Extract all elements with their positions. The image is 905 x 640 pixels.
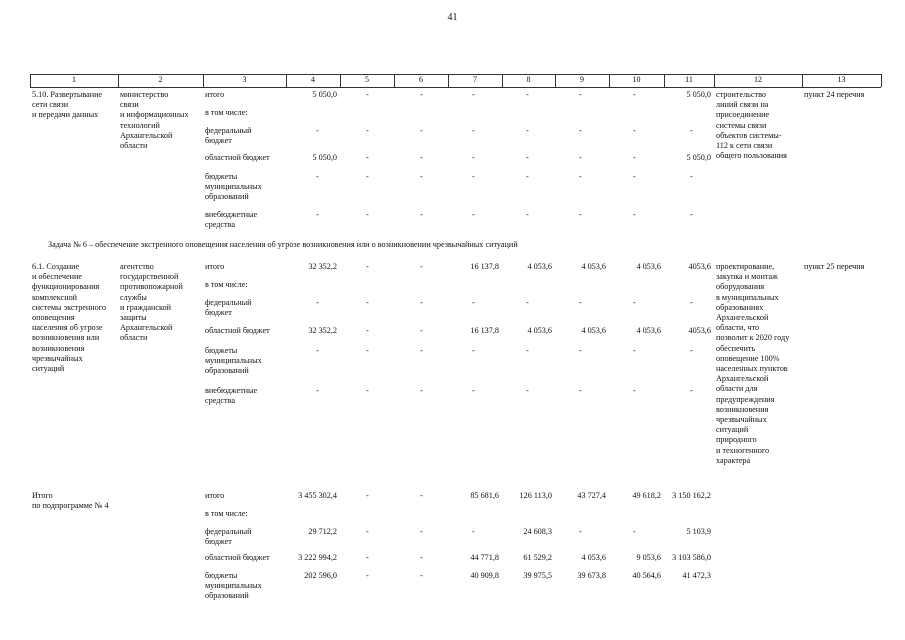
- value-cell: 39 673,8: [577, 571, 606, 580]
- value-cell: -: [472, 90, 475, 99]
- value-cell: -: [633, 210, 636, 219]
- event-name: и обеспечение: [32, 272, 83, 282]
- result-text: возникновения: [716, 404, 769, 414]
- value-cell: 5 050,0: [312, 90, 337, 99]
- value-cell: 43 727,4: [577, 491, 606, 500]
- value-cell: 61 529,2: [523, 553, 552, 562]
- event-name: чрезвычайных: [32, 353, 83, 363]
- header-divider: [286, 74, 287, 87]
- funding-source-label: муниципальных: [205, 182, 262, 192]
- value-cell: -: [366, 90, 369, 99]
- value-cell: -: [526, 172, 529, 181]
- header-cell: 6: [419, 75, 423, 84]
- value-cell: 4 053,6: [527, 326, 552, 335]
- value-cell: -: [366, 126, 369, 135]
- task-heading: Задача № 6 – обеспечение экстренного оповещения населения об угрозе возникновения или о возникновении чрезвычайных ситуаций: [48, 240, 518, 249]
- executor-name: и информационных: [120, 110, 189, 120]
- value-cell: 4 053,6: [636, 262, 661, 271]
- funding-source-label: в том числе:: [205, 280, 248, 289]
- value-cell: 41 472,3: [682, 571, 711, 580]
- value-cell: -: [579, 298, 582, 307]
- result-text: Архангельской: [716, 374, 769, 384]
- result-text: природного: [716, 435, 757, 445]
- result-text: населенных пунктов: [716, 364, 788, 373]
- value-cell: -: [579, 210, 582, 219]
- value-cell: -: [420, 386, 423, 395]
- result-text: Архангельской: [716, 313, 769, 322]
- value-cell: -: [472, 527, 475, 536]
- executor-name: Архангельской: [120, 323, 173, 333]
- result-text: 112 к сети связи: [716, 141, 773, 150]
- value-cell: -: [690, 298, 693, 307]
- result-text: области, что: [716, 323, 760, 333]
- funding-source-label: образований: [205, 591, 249, 601]
- value-cell: -: [690, 210, 693, 219]
- funding-source-label: внебюджетные: [205, 386, 258, 395]
- executor-name: технологий: [120, 120, 160, 130]
- value-cell: -: [366, 346, 369, 355]
- value-cell: -: [366, 553, 369, 562]
- event-name: комплексной: [32, 292, 78, 302]
- value-cell: -: [366, 527, 369, 536]
- value-cell: 29 712,2: [308, 527, 337, 536]
- value-cell: 24 608,3: [523, 527, 552, 536]
- header-cell: 9: [580, 75, 584, 84]
- result-text: ситуаций: [716, 425, 749, 435]
- value-cell: 3 455 302,4: [298, 491, 337, 500]
- value-cell: -: [579, 126, 582, 135]
- value-cell: 3 150 162,2: [672, 491, 711, 500]
- event-name: функционирования: [32, 282, 100, 292]
- value-cell: -: [690, 172, 693, 181]
- value-cell: -: [633, 90, 636, 99]
- value-cell: -: [366, 386, 369, 395]
- header-cell: 7: [473, 75, 477, 84]
- result-text: оповещение 100%: [716, 353, 780, 363]
- value-cell: 5 050,0: [686, 90, 711, 99]
- header-cell: 4: [311, 75, 315, 84]
- value-cell: -: [633, 172, 636, 181]
- value-cell: -: [633, 126, 636, 135]
- value-cell: -: [420, 571, 423, 580]
- funding-source-label: областной бюджет: [205, 326, 270, 335]
- funding-source-label: областной бюджет: [205, 553, 270, 562]
- value-cell: -: [579, 90, 582, 99]
- value-cell: -: [316, 298, 319, 307]
- value-cell: -: [316, 172, 319, 181]
- header-divider: [394, 74, 395, 87]
- funding-source-label: итого: [205, 491, 225, 500]
- executor-name: связи: [120, 100, 139, 110]
- result-text: проектирование,: [716, 262, 775, 271]
- value-cell: -: [472, 346, 475, 355]
- value-cell: -: [579, 346, 582, 355]
- value-cell: -: [366, 153, 369, 162]
- page-number: 41: [447, 12, 458, 23]
- value-cell: -: [420, 210, 423, 219]
- event-name: 5.10. Развертывание: [32, 90, 103, 99]
- header-divider: [664, 74, 665, 87]
- value-cell: 40 564,6: [632, 571, 661, 580]
- header-cell: 5: [365, 75, 369, 84]
- header-cell: 2: [158, 75, 163, 84]
- header-divider: [448, 74, 449, 87]
- value-cell: -: [633, 153, 636, 162]
- executor-name: защиты: [120, 313, 147, 322]
- executor-name: противопожарной: [120, 282, 183, 292]
- value-cell: -: [690, 346, 693, 355]
- executor-name: государственной: [120, 272, 179, 282]
- funding-source-label: федеральный: [205, 126, 252, 135]
- header-cell: 11: [685, 75, 693, 84]
- event-name: возникновения: [32, 343, 85, 353]
- result-text: чрезвычайных: [716, 415, 767, 424]
- funding-source-label: бюджет: [205, 308, 232, 318]
- executor-name: службы: [120, 292, 147, 302]
- value-cell: -: [526, 153, 529, 162]
- value-cell: 32 352,2: [308, 262, 337, 271]
- funding-source-label: бюджет: [205, 537, 232, 547]
- funding-source-label: образований: [205, 192, 249, 202]
- value-cell: -: [579, 527, 582, 536]
- value-cell: 16 137,8: [470, 262, 499, 271]
- value-cell: 4 053,6: [581, 262, 606, 271]
- value-cell: -: [316, 210, 319, 219]
- header-divider: [203, 74, 204, 87]
- header-divider: [502, 74, 503, 87]
- funding-source-label: в том числе:: [205, 509, 248, 518]
- value-cell: 49 618,2: [632, 491, 661, 500]
- value-cell: -: [366, 298, 369, 307]
- result-text: присоединение: [716, 110, 770, 120]
- value-cell: -: [420, 326, 423, 335]
- value-cell: 4 053,6: [581, 553, 606, 562]
- header-cell: 13: [837, 75, 846, 84]
- result-text: образованиях: [716, 302, 764, 312]
- value-cell: 126 113,0: [519, 491, 552, 500]
- value-cell: -: [579, 153, 582, 162]
- event-name: оповещения: [32, 313, 75, 322]
- result-text: общего пользования: [716, 151, 787, 161]
- value-cell: -: [316, 346, 319, 355]
- value-cell: -: [579, 172, 582, 181]
- value-cell: -: [633, 527, 636, 536]
- funding-source-label: итого: [205, 90, 225, 99]
- value-cell: -: [366, 326, 369, 335]
- value-cell: 4053,6: [688, 326, 711, 335]
- funding-source-label: в том числе:: [205, 108, 248, 117]
- header-cell: 8: [526, 75, 531, 84]
- header-divider: [340, 74, 341, 87]
- value-cell: -: [690, 126, 693, 135]
- value-cell: 40 909,8: [470, 571, 499, 580]
- header-cell: 3: [242, 75, 247, 84]
- header-divider: [714, 74, 715, 87]
- header-divider: [555, 74, 556, 87]
- value-cell: -: [420, 527, 423, 536]
- value-cell: 5 050,0: [312, 153, 337, 162]
- header-divider: [802, 74, 803, 87]
- result-text: в муниципальных: [716, 292, 779, 302]
- value-cell: -: [366, 491, 369, 500]
- event-name: по подпрограмме № 4: [32, 501, 109, 511]
- header-divider: [30, 74, 31, 87]
- funding-source-label: средства: [205, 396, 236, 406]
- executor-name: министерство: [120, 90, 169, 99]
- funding-source-label: итого: [205, 262, 225, 271]
- event-name: 6.1. Создание: [32, 262, 80, 271]
- value-cell: -: [472, 153, 475, 162]
- value-cell: -: [420, 172, 423, 181]
- funding-source-label: областной бюджет: [205, 153, 270, 162]
- funding-source-label: федеральный: [205, 527, 252, 536]
- event-name: сети связи: [32, 100, 69, 110]
- event-name: Итого: [32, 491, 53, 500]
- result-text: строительство: [716, 90, 767, 99]
- value-cell: -: [366, 262, 369, 271]
- value-cell: 4 053,6: [636, 326, 661, 335]
- funding-source-label: внебюджетные: [205, 210, 258, 219]
- value-cell: 85 681,6: [470, 491, 499, 500]
- executor-name: и гражданской: [120, 302, 172, 312]
- header-divider: [118, 74, 119, 87]
- value-cell: -: [420, 553, 423, 562]
- value-cell: -: [633, 298, 636, 307]
- result-text: характера: [716, 455, 751, 465]
- value-cell: -: [526, 210, 529, 219]
- value-cell: -: [472, 172, 475, 181]
- value-cell: 32 352,2: [308, 326, 337, 335]
- funding-source-label: бюджеты: [205, 172, 238, 181]
- value-cell: 5 050,0: [686, 153, 711, 162]
- value-cell: -: [526, 386, 529, 395]
- value-cell: -: [526, 298, 529, 307]
- value-cell: -: [420, 90, 423, 99]
- value-cell: -: [366, 210, 369, 219]
- value-cell: 16 137,8: [470, 326, 499, 335]
- value-cell: 9 053,6: [636, 553, 661, 562]
- value-cell: -: [633, 346, 636, 355]
- value-cell: -: [316, 126, 319, 135]
- result-text: системы связи: [716, 120, 767, 130]
- header-cell: 10: [632, 75, 641, 84]
- value-cell: -: [420, 126, 423, 135]
- header-divider: [881, 74, 882, 87]
- value-cell: -: [316, 386, 319, 395]
- result-text: обеспечить: [716, 343, 756, 353]
- event-name: населения об угрозе: [32, 323, 103, 333]
- value-cell: 202 596,0: [304, 571, 337, 580]
- event-name: ситуаций: [32, 364, 65, 373]
- value-cell: -: [472, 298, 475, 307]
- value-cell: -: [633, 386, 636, 395]
- value-cell: -: [366, 172, 369, 181]
- value-cell: 4053,6: [688, 262, 711, 271]
- funding-source-label: бюджеты: [205, 571, 238, 580]
- result-text: линий связи на: [716, 100, 769, 110]
- funding-source-label: бюджет: [205, 136, 232, 146]
- value-cell: -: [420, 153, 423, 162]
- value-cell: -: [472, 210, 475, 219]
- value-cell: 3 222 994,2: [298, 553, 337, 562]
- value-cell: -: [472, 386, 475, 395]
- value-cell: -: [366, 571, 369, 580]
- funding-source-label: муниципальных: [205, 356, 262, 366]
- value-cell: -: [420, 491, 423, 500]
- result-text: и техногенного: [716, 445, 770, 455]
- value-cell: -: [526, 346, 529, 355]
- value-cell: -: [526, 126, 529, 135]
- executor-name: Архангельской: [120, 130, 173, 140]
- reference: пункт 25 перечня: [804, 262, 865, 271]
- value-cell: -: [420, 346, 423, 355]
- result-text: области для: [716, 384, 758, 394]
- value-cell: 39 975,5: [523, 571, 552, 580]
- result-text: предупреждения: [716, 394, 775, 404]
- funding-source-label: образований: [205, 366, 249, 376]
- header-cell: 12: [754, 75, 762, 84]
- value-cell: -: [526, 90, 529, 99]
- funding-source-label: муниципальных: [205, 581, 262, 591]
- result-text: позволит к 2020 году: [716, 333, 790, 343]
- value-cell: -: [690, 386, 693, 395]
- event-name: и передачи данных: [32, 110, 99, 120]
- value-cell: 5 103,9: [686, 527, 711, 536]
- executor-name: области: [120, 333, 148, 343]
- funding-source-label: федеральный: [205, 298, 252, 307]
- result-text: закупка и монтаж: [716, 272, 778, 282]
- value-cell: 4 053,6: [581, 326, 606, 335]
- header-divider: [609, 74, 610, 87]
- result-text: оборудования: [716, 282, 765, 292]
- value-cell: 3 103 586,0: [672, 553, 711, 562]
- result-text: объектов системы-: [716, 130, 782, 140]
- value-cell: -: [579, 386, 582, 395]
- value-cell: 44 771,8: [470, 553, 499, 562]
- event-name: возникновения или: [32, 333, 100, 343]
- executor-name: агентство: [120, 262, 154, 271]
- value-cell: 4 053,6: [527, 262, 552, 271]
- event-name: системы экстренного: [32, 302, 107, 312]
- value-cell: -: [472, 126, 475, 135]
- executor-name: области: [120, 141, 148, 150]
- funding-source-label: бюджеты: [205, 346, 238, 355]
- value-cell: -: [420, 298, 423, 307]
- header-cell: 1: [72, 75, 76, 84]
- funding-source-label: средства: [205, 220, 236, 230]
- reference: пункт 24 перечня: [804, 90, 865, 99]
- value-cell: -: [420, 262, 423, 271]
